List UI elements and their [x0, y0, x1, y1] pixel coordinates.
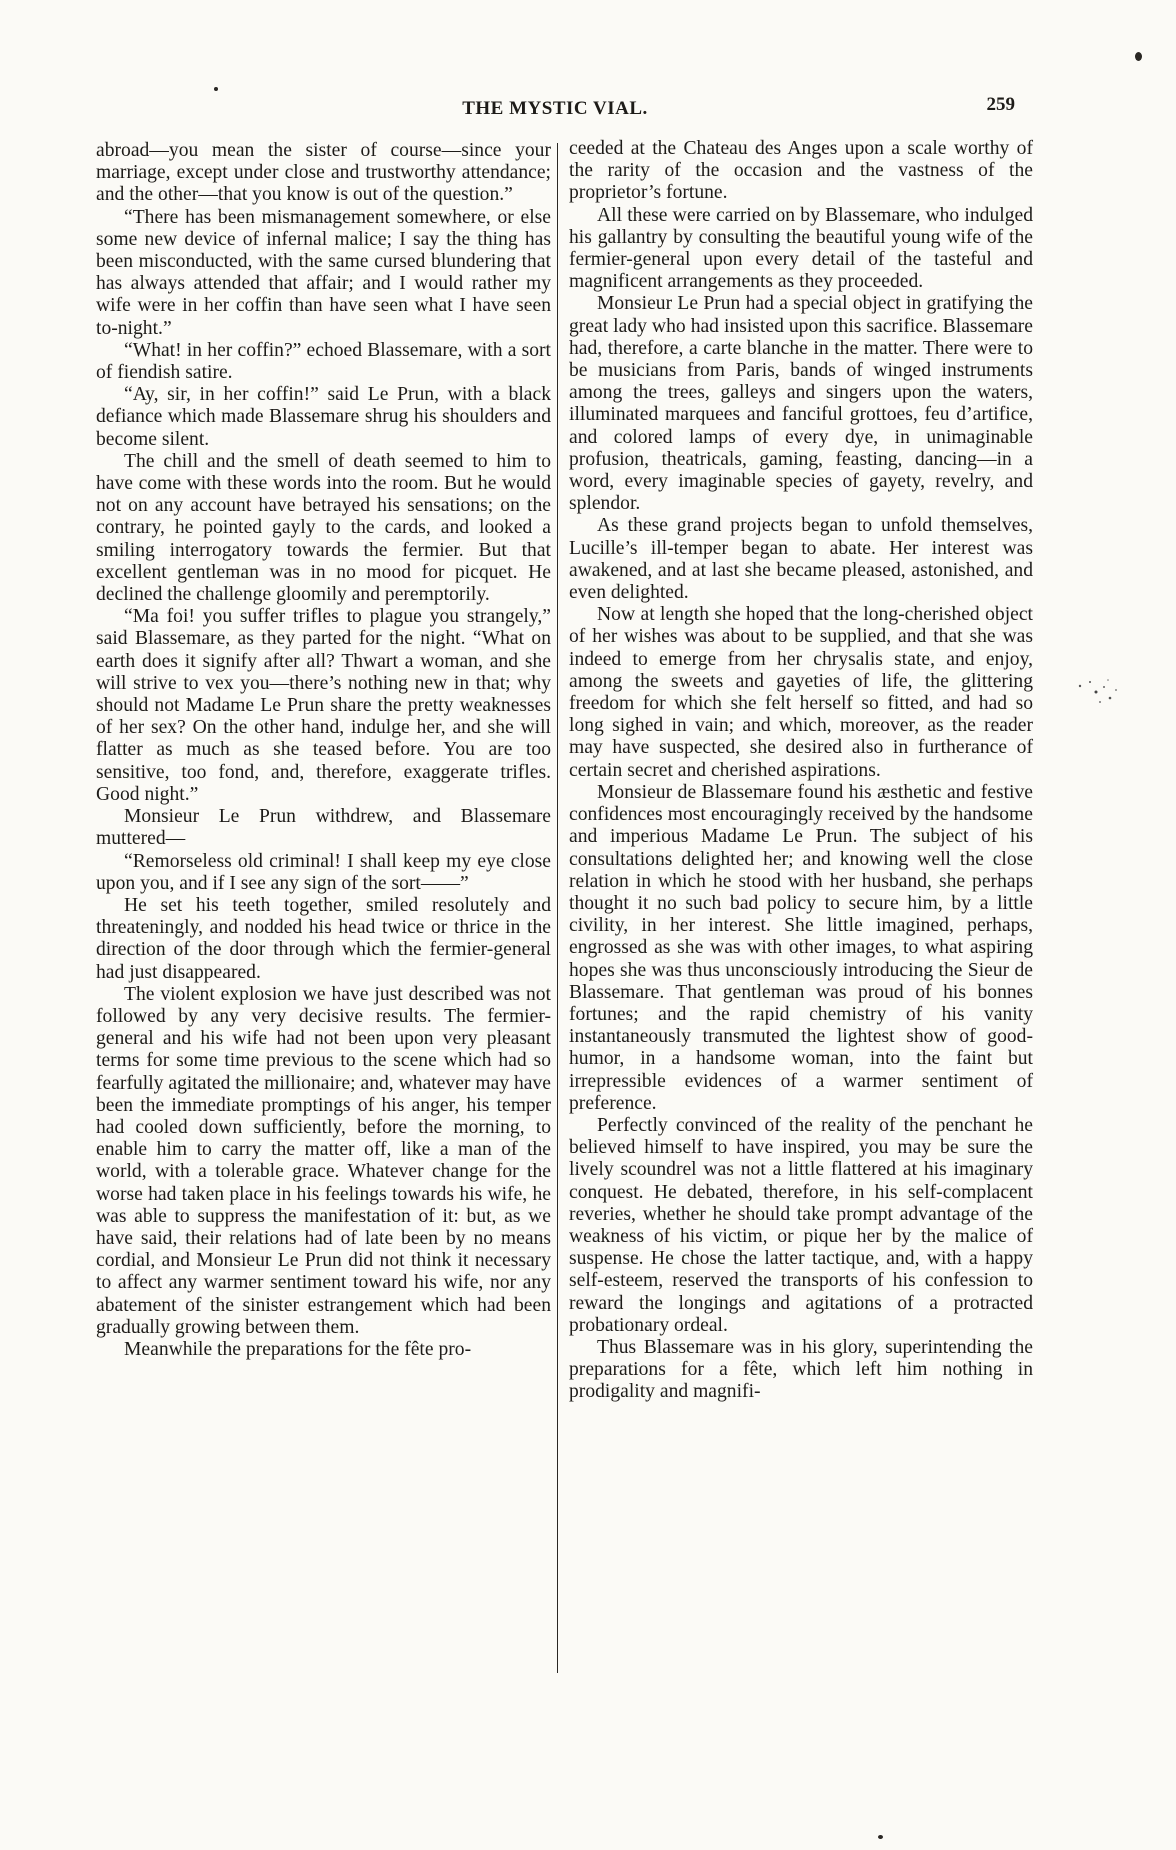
paragraph: Now at length she hoped that the long-cherished object of her wishes was about to be supplied, and that she was indeed to emerge from her chrysalis state, and enjoy, among the sweets and gayeties of life, the glittering freedom for which she felt herself so fitted, and had so long sighed in vain; and which, moreover, as the reader may have suspected, she desired also in furtherance of certain secret and cherished aspirations.	[569, 604, 1033, 781]
right-column	[569, 138, 1033, 1404]
running-title: THE MYSTIC VIAL.	[462, 98, 648, 119]
paragraph: The violent explosion we have just described was not followed by any very decisive results. The fermier-general and his wife had not been upon very pleasant terms for some time previous to the scene which had so fearfully agitated the millionaire; and, whatever may have been the immediate promptings of his anger, his temper had cooled down sufficiently, before the morning, to enable him to carry the matter off, like a man of the world, with a tolerable grace. Whatever change for the worse had taken place in his feelings towards his wife, he was able to suppress the manifestation of it: but, as we have said, their relations had of late been by no means cordial, and Monsieur Le Prun did not think it necessary to affect any warmer sentiment toward his wife, nor any abatement of the sinister estrangement which had been gradually growing between them.	[96, 983, 551, 1338]
paragraph: As these grand projects began to unfold themselves, Lucille’s ill-temper began to abate. Her interest was awakened, and at last she became pleased, astonished, and even delighted.	[569, 515, 1033, 604]
ink-smudge	[1072, 672, 1132, 722]
paragraph: “Remorseless old criminal! I shall keep my eye close upon you, and if I see any sign of the sort——”	[96, 850, 551, 894]
paragraph: Monsieur Le Prun withdrew, and Blassemare muttered—	[96, 806, 551, 850]
paragraph: Monsieur Le Prun had a special object in gratifying the great lady who had insisted upon this sacrifice. Blassemare had, therefore, a carte blanche in the matter. There were to be musicians from Paris, bands of winged instruments among the trees, galleys and singers upon the waters, illuminated marquees and fanciful grottoes, feu d’artifice, and colored lamps of every dye, in unimaginable profusion, theatricals, gaming, feasting, dancing—in a word, every imaginable species of gayety, revelry, and splendor.	[569, 293, 1033, 515]
ink-speck	[878, 1835, 883, 1839]
paragraph: “What! in her coffin?” echoed Blassemare, with a sort of fiendish satire.	[96, 339, 551, 384]
column-divider	[557, 143, 558, 1673]
paragraph: “There has been mismanagement somewhere, or else some new device of infernal malice; I say the thing has been misconducted, with the same cursed blundering that has always attended that affair; and I would rather my wife were in her coffin than have seen what I have seen to-night.”	[96, 206, 551, 339]
paragraph: Thus Blassemare was in his glory, superintending the preparations for a fête, which left him nothing in prodigality and magnifi-	[569, 1336, 1033, 1403]
page-header	[95, 94, 1015, 124]
paragraph: Perfectly convinced of the reality of the penchant he believed himself to have inspired, you may be sure the lively scoundrel was not a little flattered at his imaginary conquest. He debated, therefore, in his self-complacent reveries, whether he should take prompt advantage of the weakness of his victim, or pique her by the malice of suspense. He chose the latter tactique, and, with a happy self-esteem, reserved the transports of his confession to reward the longings and agitations of a protracted probationary ordeal.	[569, 1114, 1033, 1336]
paragraph: “Ay, sir, in her coffin!” said Le Prun, with a black defiance which made Blassemare shrug his shoulders and become silent.	[96, 384, 551, 450]
paragraph: “Ma foi! you suffer trifles to plague you strangely,” said Blassemare, as they parted for the night. “What on earth does it signify after all? Thwart a woman, and she will strive to vex you—there’s nothing new in that; why should not Madame Le Prun share the pretty weaknesses of her sex? On the other hand, indulge her, and she will flatter as much as she teased before. You are too sensitive, too fond, and, therefore, exaggerate trifles. Good night.”	[96, 606, 551, 805]
page-number: 259	[986, 94, 1015, 115]
paragraph: Meanwhile the preparations for the fête pro-	[124, 1338, 472, 1360]
paragraph: abroad—you mean the sister of course—since your marriage, except under close and trustworthy attendance; and the other—that you know is out of the question.”	[96, 140, 551, 206]
left-column	[96, 140, 551, 1361]
paragraph: He set his teeth together, smiled resolutely and threateningly, and nodded his head twice or thrice in the direction of the door through which the fermier-general had just disappeared.	[96, 894, 551, 983]
ink-speck	[214, 87, 218, 91]
paragraph: Monsieur de Blassemare found his æsthetic and festive confidences most encouragingly received by the handsome and imperious Madame Le Prun. The subject of his consultations delighted her; and knowing well the close relation in which he stood with her husband, she perhaps thought it no such bad policy to secure him, by a little civility, in her interest. She little imagined, perhaps, engrossed as she was with other images, to what aspiring hopes she was thus unconsciously introducing the Sieur de Blassemare. That gentleman was proud of his bonnes fortunes; and the rapid chemistry of his vanity instantaneously transmuted the lightest show of good-humor, in a handsome woman, into the faint but irrepressible evidences of a warmer sentiment of preference.	[569, 781, 1033, 1114]
paragraph: ceeded at the Chateau des Anges upon a scale worthy of the rarity of the occasion and the vastness of the proprietor’s fortune.	[569, 138, 1033, 204]
paragraph: All these were carried on by Blassemare, who indulged his gallantry by consulting the beautiful young wife of the fermier-general upon every detail of the tasteful and magnificent arrangements as they proceeded.	[569, 204, 1033, 293]
paragraph: The chill and the smell of death seemed to him to have come with these words into the room. But he would not on any account have betrayed his sensations; on the contrary, he pointed gayly to the cards, and looked a smiling interrogatory towards the fermier. But that excellent gentleman was in no mood for picquet. He declined the challenge gloomily and peremptorily.	[96, 450, 551, 606]
ink-speck	[1135, 52, 1142, 61]
